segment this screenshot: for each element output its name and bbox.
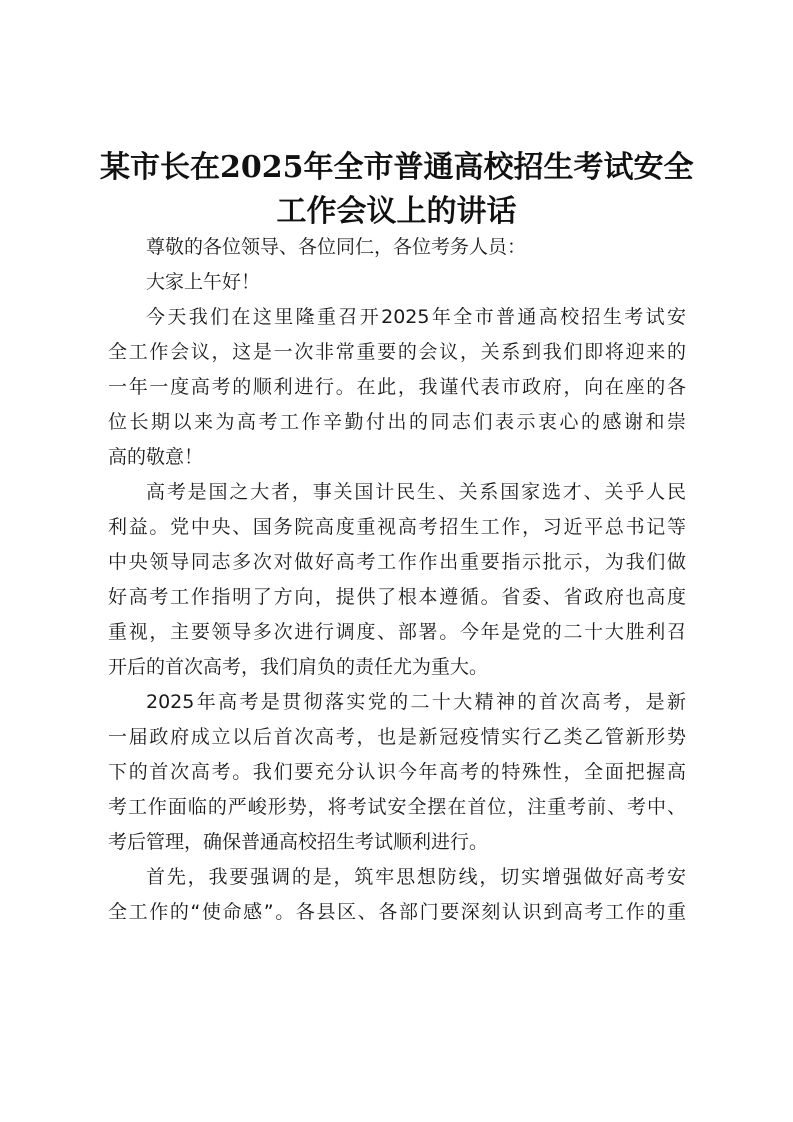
paragraph-line: 高考是国之大者，事关国计民生、关系国家选才、关乎人民 (146, 481, 686, 503)
paragraph-line: 好高考工作指明了方向，提供了根本遵循。省委、省政府也高度 (108, 586, 686, 608)
paragraph-line: 2025年高考是贯彻落实党的二十大精神的首次高考，是新 (146, 691, 686, 713)
paragraph-line: 首先，我要强调的是，筑牢思想防线，切实增强做好高考安 (146, 866, 686, 888)
paragraph-line: 重视，主要领导多次进行调度、部署。今年是党的二十大胜利召 (108, 621, 686, 643)
paragraph-line: 位长期以来为高考工作辛勤付出的同志们表示衷心的感谢和崇 (108, 411, 686, 433)
paragraph-line: 下的首次高考。我们要充分认识今年高考的特殊性，全面把握高 (108, 761, 686, 783)
title-line-2: 工作会议上的讲话 (276, 194, 517, 229)
paragraph-line: 全工作会议，这是一次非常重要的会议，关系到我们即将迎来的 (108, 341, 686, 363)
paragraph-line: 开后的首次高考，我们肩负的责任尤为重大。 (108, 656, 489, 678)
salutation-paragraph (108, 230, 686, 265)
body-paragraph (108, 860, 686, 930)
paragraph-line: 大家上午好！ (146, 271, 261, 293)
paragraph-line: 全工作的“使命感”。各县区、各部门要深刻认识到高考工作的重 (108, 901, 686, 923)
paragraph-line: 高的敬意！ (108, 446, 204, 468)
body-paragraph (108, 475, 686, 685)
paragraph-line: 一年一度高考的顺利进行。在此，我谨代表市政府，向在座的各 (108, 376, 686, 398)
paragraph-line: 考工作面临的严峻形势，将考试安全摆在首位，注重考前、考中、 (108, 796, 686, 818)
document-title (100, 146, 693, 234)
body-paragraph (108, 685, 686, 860)
document-body (108, 230, 686, 930)
paragraph-line: 中央领导同志多次对做好高考工作作出重要指示批示，为我们做 (108, 551, 686, 573)
paragraph-line: 考后管理，确保普通高校招生考试顺利进行。 (108, 831, 489, 853)
paragraph-line: 今天我们在这里隆重召开2025年全市普通高校招生考试安 (146, 306, 686, 328)
greeting-paragraph (108, 265, 686, 300)
title-line-1: 某市长在2025年全市普通高校招生考试安全 (100, 150, 694, 185)
paragraph-line: 尊敬的各位领导、各位同仁，各位考务人员： (146, 236, 527, 258)
paragraph-line: 一届政府成立以后首次高考，也是新冠疫情实行乙类乙管新形势 (108, 726, 686, 748)
paragraph-line: 利益。党中央、国务院高度重视高考招生工作，习近平总书记等 (108, 516, 686, 538)
body-paragraph (108, 300, 686, 475)
